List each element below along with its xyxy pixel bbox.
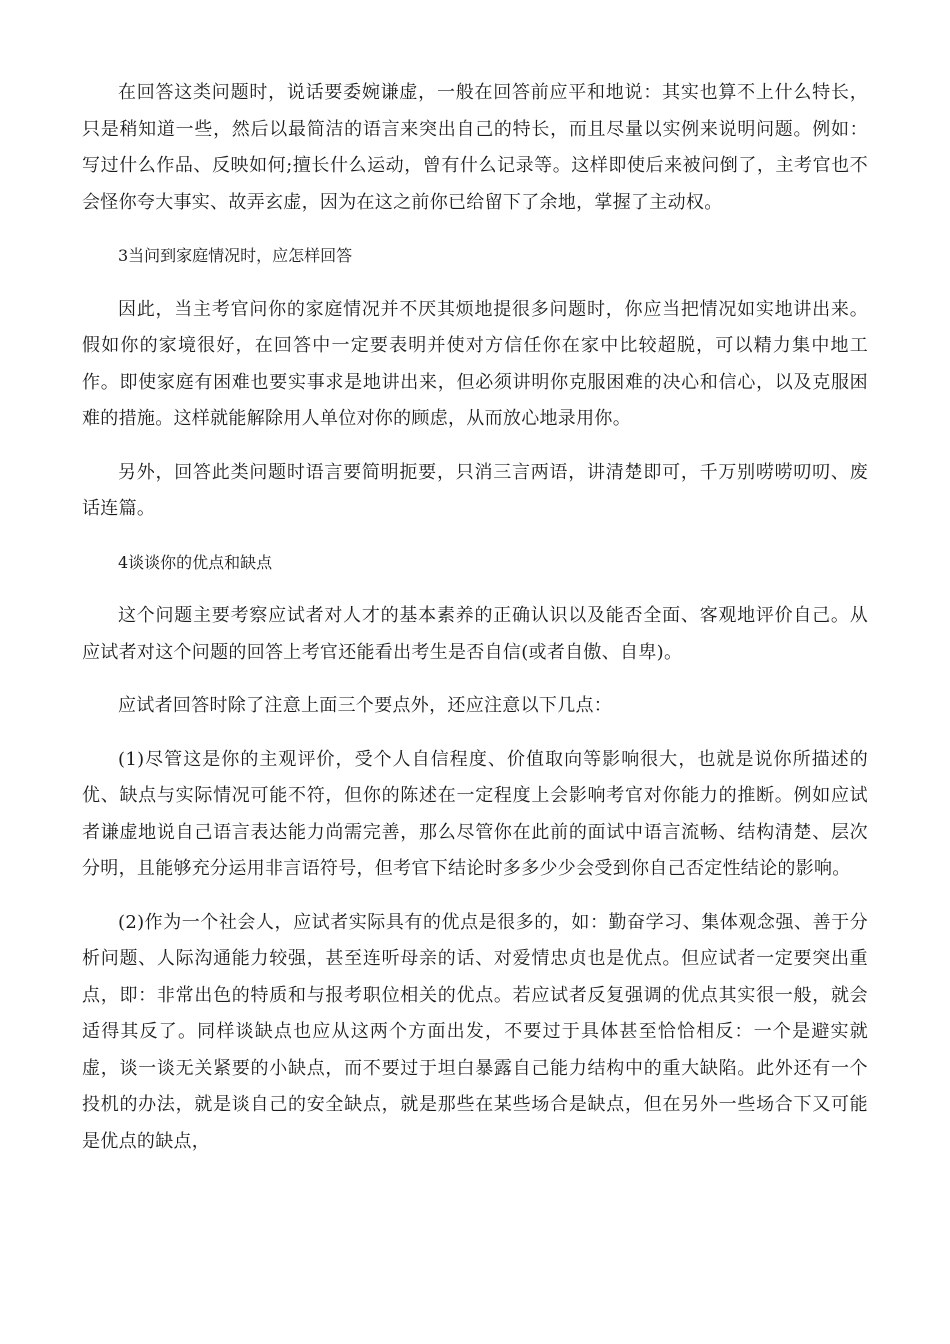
paragraph-strengths-points: 应试者回答时除了注意上面三个要点外，还应注意以下几点：: [118, 695, 613, 716]
section-heading-family: 3当问到家庭情况时，应怎样回答: [118, 246, 353, 265]
paragraph-family-answer: 因此，当主考官问你的家庭情况并不厌其烦地提很多问题时，你应当把情况如实地讲出来。假如你的家境很好，在回答中一定要表明并使对方信任你在家中比较超脱，可以精力集中地工作。即使家庭有困难也要实事求是地讲出来，但必须讲明你克服困难的决心和信心，以及克服困难的措施。这样就能解除用人单位对你的顾虑，从而放心地录用你。: [82, 298, 868, 429]
section-heading-strengths: 4谈谈你的优点和缺点: [118, 552, 273, 572]
paragraph-family-brevity: 另外，回答此类问题时语言要简明扼要，只消三言两语，讲清楚即可，千万别唠唠叨叨、废话连篇。: [82, 461, 868, 519]
paragraph-point-1: (1)尽管这是你的主观评价，受个人自信程度、价值取向等影响很大，也就是说你所描述的优、缺点与实际情况可能不符，但你的陈述在一定程度上会影响考官对你能力的推断。例如应试者谦虚地说自己语言表达能力尚需完善，那么尽管你在此前的面试中语言流畅、结构清楚、层次分明，且能够充分运用非言语符号，但考官下结论时多多少少会受到你自己否定性结论的影响。: [82, 748, 868, 879]
paragraph-strengths-intro: 这个问题主要考察应试者对人才的基本素养的正确认识以及能否全面、客观地评价自己。从应试者对这个问题的回答上考官还能看出考生是否自信(或者自傲、自卑)。: [82, 605, 868, 663]
paragraph-specialty-answer: 在回答这类问题时，说话要委婉谦虚，一般在回答前应平和地说：其实也算不上什么特长，只是稍知道一些，然后以最简洁的语言来突出自己的特长，而且尽量以实例来说明问题。例如：写过什么作品、反映如何;擅长什么运动，曾有什么记录等。这样即使后来被问倒了，主考官也不会怪你夸大事实、故弄玄虚，因为在这之前你已给留下了余地，掌握了主动权。: [82, 82, 868, 213]
paragraph-point-2: (2)作为一个社会人，应试者实际具有的优点是很多的，如：勤奋学习、集体观念强、善于分析问题、人际沟通能力较强，甚至连听母亲的话、对爱情忠贞也是优点。但应试者一定要突出重点，即：非常出色的特质和与报考职位相关的优点。若应试者反复强调的优点其实很一般，就会适得其反了。同样谈缺点也应从这两个方面出发，不要过于具体甚至恰恰相反：一个是避实就虚，谈一谈无关紧要的小缺点，而不要过于坦白暴露自己能力结构中的重大缺陷。此外还有一个投机的办法，就是谈自己的安全缺点，就是那些在某些场合是缺点，但在另外一些场合下又可能是优点的缺点，: [82, 911, 868, 1152]
document-body: [82, 75, 868, 1177]
